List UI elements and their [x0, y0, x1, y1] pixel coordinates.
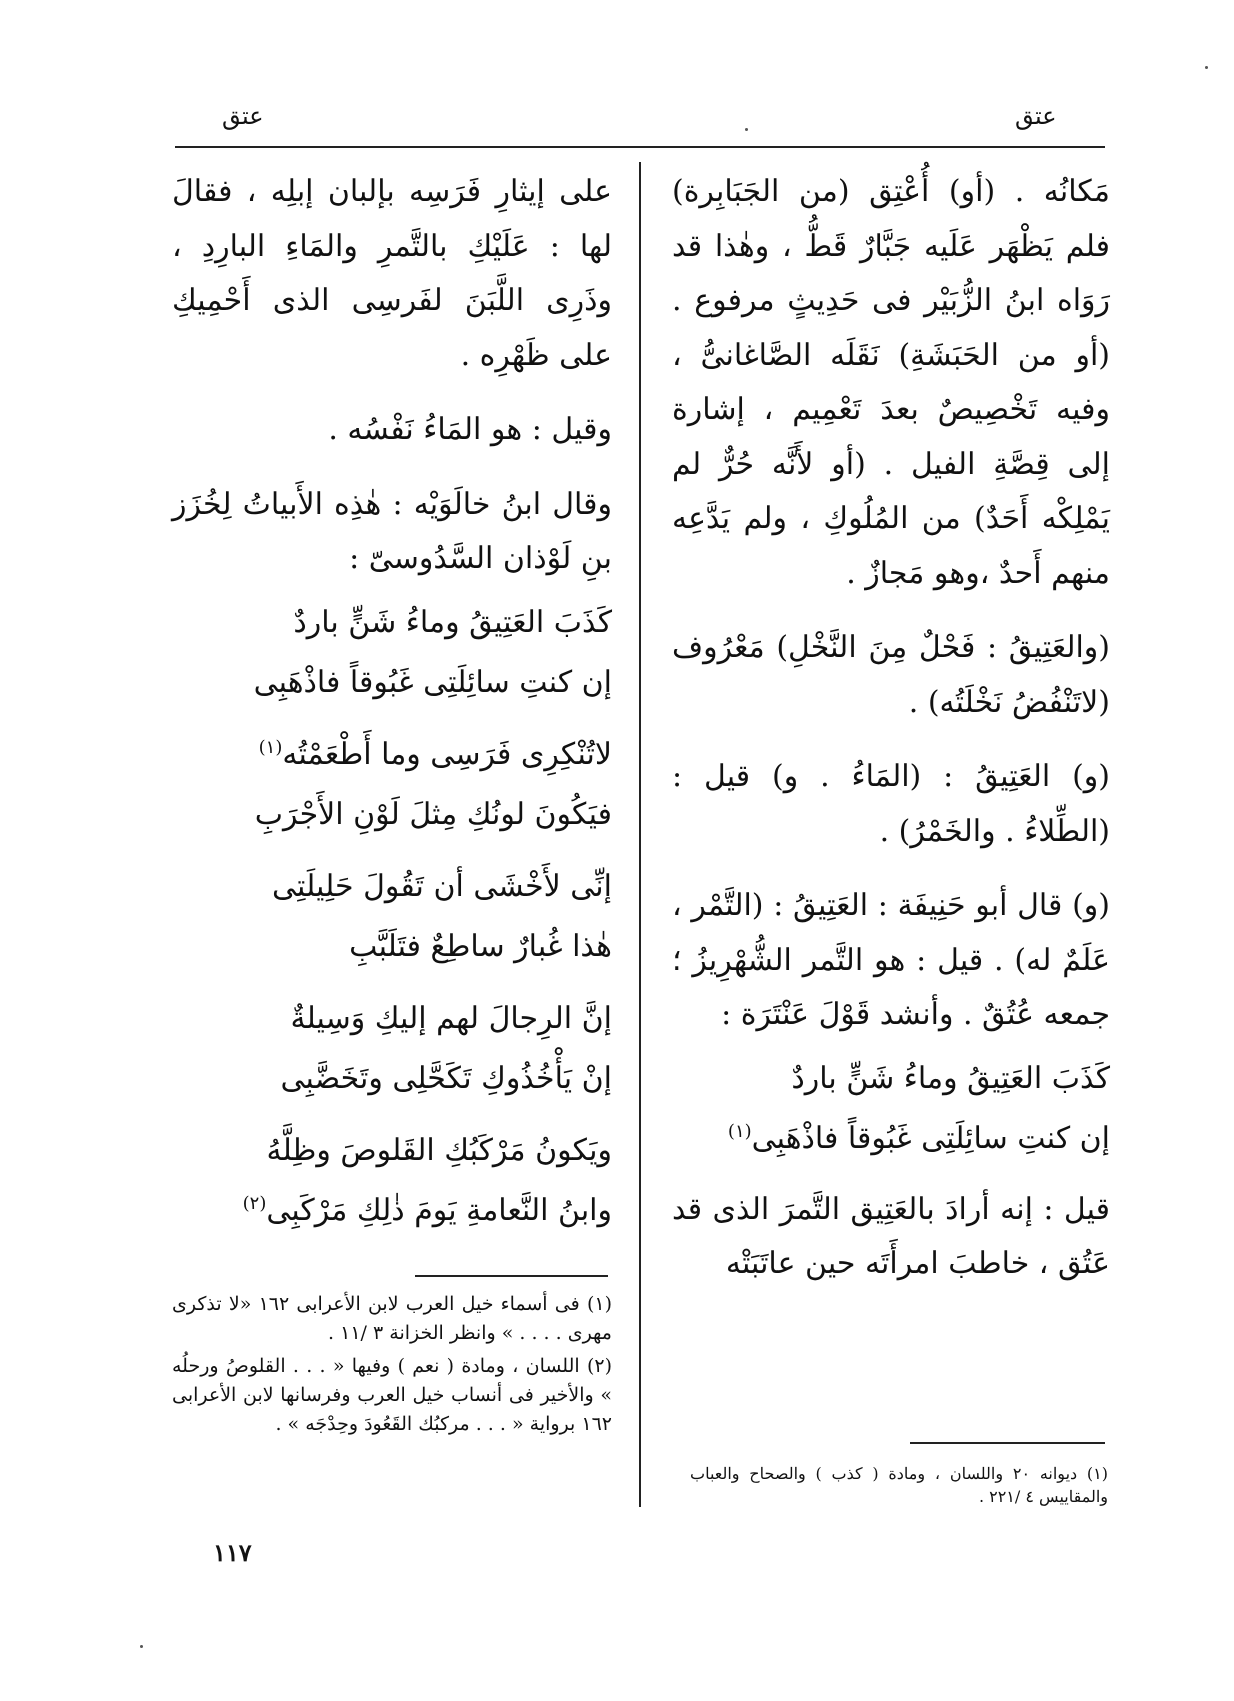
footnote-marker: (٢) — [242, 1192, 267, 1214]
verse-hemistich: فيَكُونَ لونُكِ مِثلَ لَوْنِ الأَجْرَبِ — [254, 796, 612, 832]
poem-verse — [172, 725, 612, 845]
running-header-left: عتق — [222, 102, 264, 130]
verse-hemistich: إنِّى لأَخْشَى أن تَقُولَ حَلِيلَتِى — [272, 868, 612, 904]
verse-hemistich: كَذَبَ العَتِيقُ وماءُ شَنٍّ باردٌ — [791, 1060, 1110, 1096]
header-rule — [175, 146, 1105, 148]
paragraph: (و) العَتِيقُ : (المَاءُ . و) قيل : (الطِّلاءُ . والخَمْرُ) . — [672, 759, 1110, 849]
footnote: (١) ديوانه ٢٠ واللسان ، ومادة ( كذب ) والصحاح والعباب والمقاييس ٤ /٢٢١ . — [690, 1464, 1109, 1506]
verse-text: إن كنتِ سائِلَتِى غَبُوقاً فاذْهَبِى — [751, 1120, 1110, 1156]
scan-speck — [745, 128, 748, 131]
verse-hemistich: إن كنتِ سائِلَتِى غَبُوقاً فاذْهَبِى — [253, 664, 612, 700]
column-divider — [639, 162, 641, 1507]
page-number: ١١٧ — [213, 1538, 252, 1567]
footnote-marker: (١) — [727, 1120, 752, 1142]
scan-speck — [1205, 66, 1208, 69]
paragraph: (والعَتِيقُ : فَحْلٌ مِنَ النَّخْلِ) مَعْرُوف (لاتَنْفُضُ نَخْلَتُه) . — [672, 630, 1110, 720]
verse-hemistich: إنَّ الرِجالَ لهم إليكِ وَسِيلةٌ — [290, 1000, 612, 1036]
verse-hemistich — [172, 1181, 612, 1241]
verse-hemistich: إنْ يَأْخُذُوكِ تَكَحَّلِى وتَخَضَّبِى — [280, 1060, 612, 1096]
verse-text: وابنُ النَّعامةِ يَومَ ذٰلِكِ مَرْكَبِى — [266, 1192, 612, 1228]
footnote: (٢) اللسان ، ومادة ( نعم ) وفيها « . . . القلوصُ ورحلُه » والأخير فى أنساب خيل العرب وفرسانها لابن الأعرابى ١٦٢ برواية « . . . مركبُك القَعُودَ وحِدْجَه » . — [172, 1355, 612, 1435]
footnotes — [172, 1290, 612, 1443]
verse-hemistich: هٰذا غُبارٌ ساطِعٌ فتَلَبَّبِ — [349, 928, 612, 964]
poem-verse — [172, 857, 612, 977]
verse-text: لاتُنْكِرِى فَرَسِى وما أَطْعَمْتُه — [282, 736, 612, 772]
paragraph: على إيثارِ فَرَسِه بإلبان إبلِه ، فقالَ لها : عَلَيْكِ بالتَّمرِ والمَاءِ البارِدِ ، وذَرِى اللَّبَنَ لفَرسِى الذى أَحْمِيكِ على ظَهْرِه . — [172, 174, 612, 373]
poem-verse — [172, 989, 612, 1109]
paragraph: وقال ابنُ خالَوَيْه : هٰذِه الأَبياتُ لِخُزَز بنِ لَوْذان السَّدُوسىّ : — [172, 486, 612, 576]
footnote: (١) فى أسماء خيل العرب لابن الأعرابى ١٦٢ «لا تذكرى مهرى . . . . » وانظر الخزانة ٣ /١١ . — [172, 1293, 612, 1344]
poem-verse — [172, 593, 612, 713]
footnote-rule — [415, 1275, 608, 1277]
verse-hemistich — [172, 725, 612, 785]
paragraph: وقيل : هو المَاءُ نَفْسُه . — [328, 412, 612, 447]
right-column — [672, 165, 1110, 1312]
paragraph: (و) قال أبو حَنِيفَة : العَتِيقُ : (التَّمْر ، عَلَمٌ له) . قيل : هو التَّمر الشُّهْرِيزُ ؛ جمعه عُتُقٌ . وأنشد قَوْلَ عَنْتَرَة : — [672, 888, 1110, 1032]
running-header-right: عتق — [1015, 102, 1057, 130]
scan-speck — [140, 1645, 143, 1648]
verse-hemistich: ويَكونُ مَرْكَبُكِ القَلوصَ وظِلَّهُ — [266, 1132, 612, 1168]
footnote-marker: (١) — [258, 736, 283, 758]
poem-verse — [172, 1121, 612, 1241]
poem-verse — [672, 1049, 1110, 1169]
paragraph: مَكانُه . (أو) أُعْتِق (من الجَبَابِرة) فلم يَظْهَر عَلَيه جَبَّارٌ قَطُّ ، وهٰذا قد رَوَاه ابنُ الزُّبَيْر فى حَدِيثٍ مرفوع . (أو من الحَبَشَةِ) نَقَلَه الصَّاغانىُّ ، وفيه تَخْصِيصٌ بعدَ تَعْمِيم ، إشارة إلى قِصَّةِ الفيل . (أو لأَنَّه حُرٌّ لم يَمْلِكْه أَحَدٌ) من المُلُوكِ ، ولم يَدَّعِه منهم أَحدٌ ،وهو مَجازٌ . — [672, 174, 1110, 591]
footnote-rule — [910, 1442, 1105, 1444]
paragraph: قيل : إنه أرادَ بالعَتِيق التَّمرَ الذى قد عَتُق ، خاطبَ امرأَتَه حين عاتَبَتْه — [672, 1191, 1110, 1281]
verse-hemistich — [672, 1109, 1110, 1169]
verse-hemistich: كَذَبَ العَتِيقُ وماءُ شَنٍّ باردٌ — [293, 604, 612, 640]
left-column — [172, 165, 612, 1241]
